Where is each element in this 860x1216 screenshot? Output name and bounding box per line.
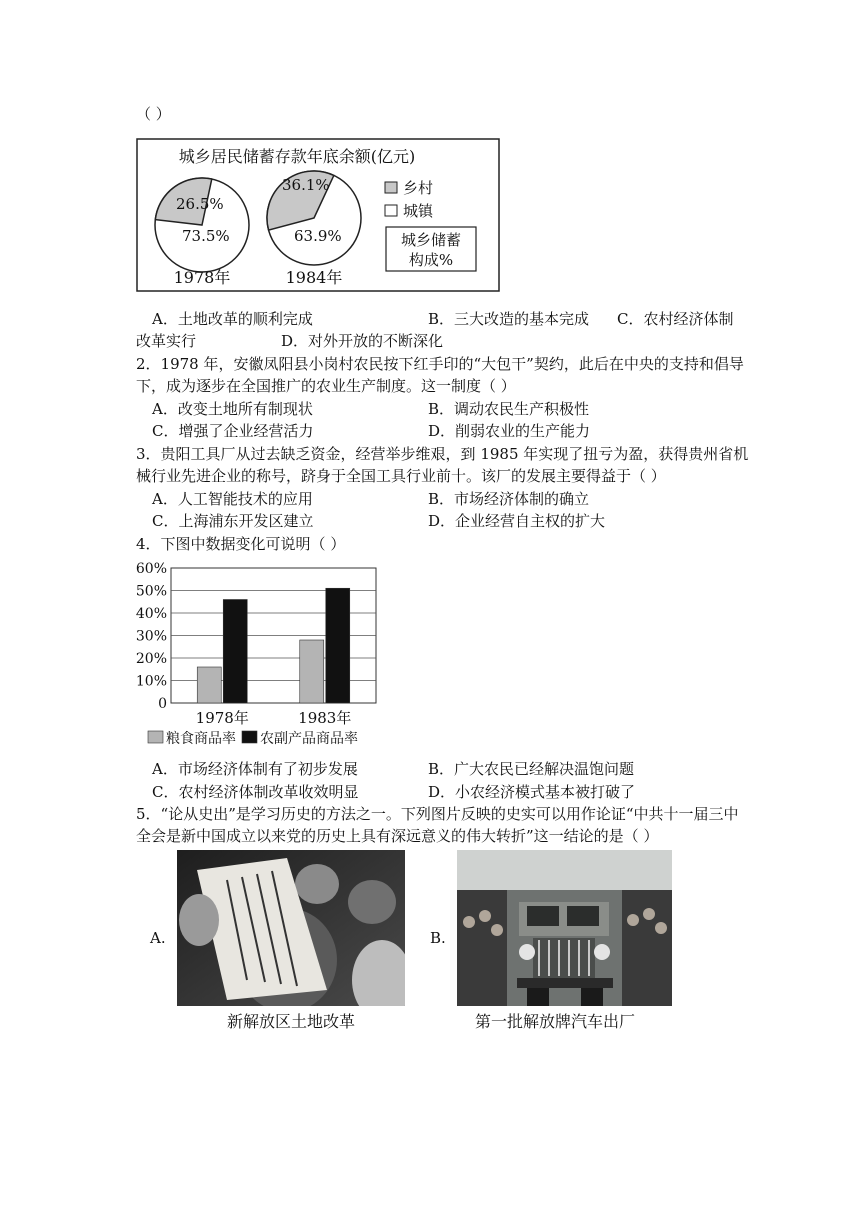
- q1-option-c-cont: 改革实行: [136, 332, 197, 350]
- land-reform-photo: [177, 850, 405, 1006]
- q1-option-d: D．对外开放的不断深化: [281, 332, 444, 350]
- pie-figure-title: 城乡居民储蓄存款年底余额(亿元): [178, 147, 416, 166]
- bar-chart-x-ticks: [196, 709, 352, 727]
- pie-note-line1: 城乡储蓄: [400, 231, 462, 249]
- y-tick-label: 10%: [135, 673, 167, 690]
- legend-label: 粮食商品率: [166, 731, 236, 747]
- y-tick-label: 40%: [135, 606, 167, 622]
- q2-option-c: C．增强了企业经营活力: [152, 422, 314, 440]
- q5-stem-line2: 全会是新中国成立以来党的历史上具有深远意义的伟大转折”这一结论的是（ ）: [136, 827, 659, 845]
- q1-option-b: B．三大改造的基本完成: [428, 310, 590, 328]
- q1-option-a: A．土地改革的顺利完成: [152, 310, 313, 328]
- q4-stem: 4．下图中数据变化可说明（ ）: [136, 535, 346, 553]
- q2-option-a: A．改变土地所有制现状: [152, 400, 313, 418]
- pie-note-line2: 构成%: [408, 251, 454, 269]
- legend-urban-swatch: [385, 205, 397, 216]
- q2-option-d: D．削弱农业的生产能力: [428, 422, 591, 440]
- pie-1984-year: 1984年: [285, 268, 343, 287]
- q2-stem-line1: 2．1978 年，安徽凤阳县小岗村农民按下红手印的“大包干”契约，此后在中央的支持和倡导: [136, 355, 744, 373]
- x-tick-label: 1978年: [195, 709, 249, 727]
- y-tick-label: 30%: [135, 628, 167, 645]
- q4-option-c: C．农村经济体制改革收效明显: [152, 783, 359, 801]
- bar-chart-legend: [148, 730, 358, 747]
- pie-1984-rural-label: 36.1%: [282, 176, 330, 194]
- x-tick-label: 1983年: [298, 709, 352, 727]
- q3-option-c: C．上海浦东开发区建立: [152, 512, 314, 530]
- q3-option-a: A．人工智能技术的应用: [152, 490, 313, 508]
- legend-urban-label: 城镇: [403, 202, 434, 220]
- pie-1978-urban-label: 73.5%: [182, 227, 230, 245]
- q4-option-d: D．小农经济模式基本被打破了: [428, 783, 636, 801]
- q5-option-a: A.: [150, 929, 166, 947]
- q3-stem-line2: 械行业先进企业的称号，跻身于全国工具行业前十。该厂的发展主要得益于（ ）: [136, 467, 666, 485]
- q5-stem-line1: 5．“论从史出”是学习历史的方法之一。下列图片反映的史实可以用作论证“中共十一届三中: [136, 805, 739, 823]
- pie-1978-rural-label: 26.5%: [176, 195, 224, 213]
- legend-swatch: [148, 731, 163, 743]
- q4-option-b: B．广大农民已经解决温饱问题: [428, 760, 635, 778]
- bar-grain-2: [300, 640, 324, 703]
- pie-1984-urban-label: 63.9%: [294, 227, 342, 245]
- jiefang-truck-caption: 第一批解放牌汽车出厂: [475, 1012, 636, 1031]
- y-tick-label: 0: [158, 696, 167, 712]
- q1-stem-tail: （ ）: [136, 105, 171, 123]
- legend-swatch: [242, 731, 257, 743]
- legend-label: 农副产品商品率: [260, 731, 358, 747]
- bar-chart: [126, 560, 396, 750]
- q2-stem-line2: 下，成为逐步在全国推广的农业生产制度。这一制度（ ）: [136, 377, 516, 395]
- land-reform-caption: 新解放区土地改革: [227, 1012, 356, 1031]
- q4-option-a: A．市场经济体制有了初步发展: [152, 760, 358, 778]
- bar-sideline-2: [326, 588, 350, 703]
- y-tick-label: 20%: [135, 651, 167, 667]
- legend-rural-swatch: [385, 182, 397, 193]
- q2-option-b: B．调动农民生产积极性: [428, 400, 590, 418]
- y-tick-label: 50%: [135, 583, 167, 600]
- q1-pie-figure: [136, 138, 500, 292]
- q3-stem-line1: 3．贵阳工具厂从过去缺乏资金，经营举步维艰，到 1985 年实现了扭亏为盈，获得贵州省机: [136, 445, 749, 463]
- jiefang-truck-photo: [457, 850, 672, 1006]
- q1-option-c: C．农村经济体制: [617, 310, 734, 328]
- y-tick-label: 60%: [135, 561, 167, 577]
- q3-option-d: D．企业经营自主权的扩大: [428, 512, 606, 530]
- q5-option-b: B.: [430, 929, 446, 947]
- bar-chart-y-ticks: [136, 561, 167, 712]
- pie-1978-year: 1978年: [173, 268, 231, 287]
- bar-sideline-1: [223, 600, 247, 704]
- q3-option-b: B．市场经济体制的确立: [428, 490, 590, 508]
- legend-rural-label: 乡村: [403, 179, 434, 197]
- bar-grain-1: [197, 667, 221, 703]
